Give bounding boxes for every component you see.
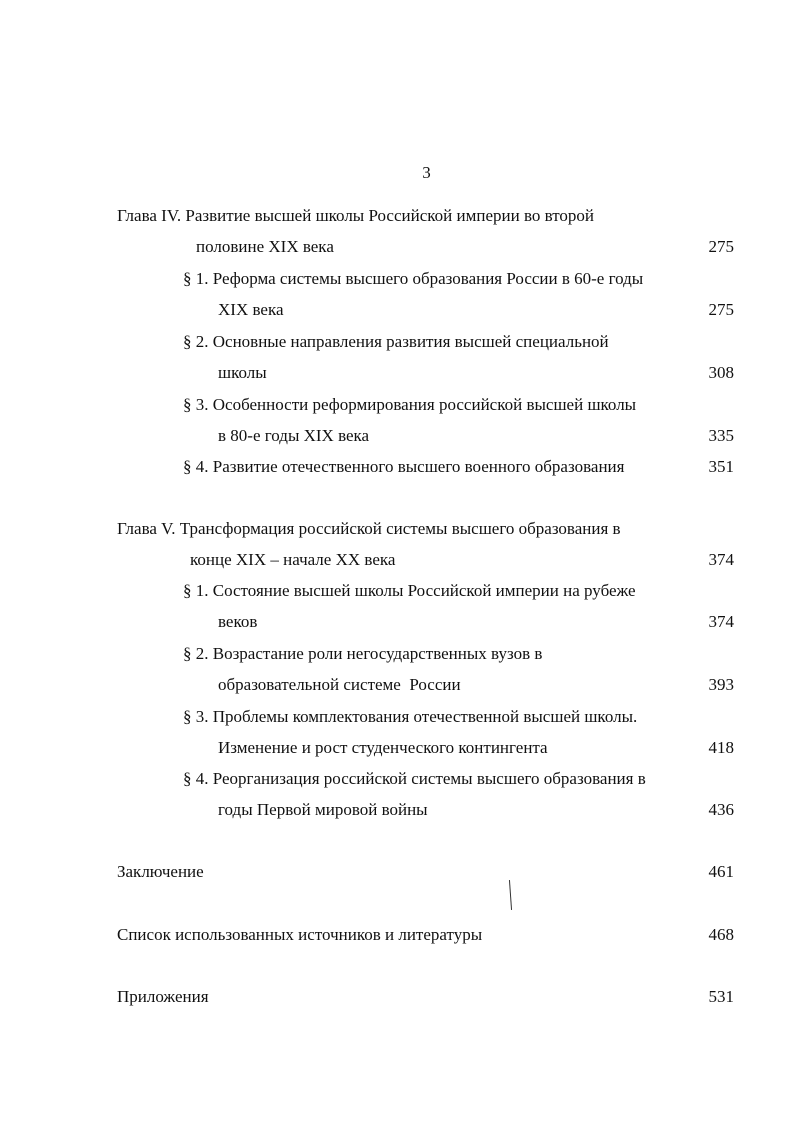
page-number: 3 <box>422 163 431 182</box>
toc-entry-5-2-cont: образовательной системе России <box>218 675 461 694</box>
toc-entry-4-3-cont: в 80-е годы XIX века <box>218 426 370 445</box>
toc-entry-5-4: § 4. Реорганизация российской системы высшего образования в <box>183 769 646 788</box>
toc-page-5-4: 436 <box>708 800 734 819</box>
toc-entry-5-2: § 2. Возрастание роли негосударственных вузов в <box>183 644 543 663</box>
toc-entry-5-4-cont: годы Первой мировой войны <box>218 800 428 819</box>
toc-entry-5-3-cont: Изменение и рост студенческого контингента <box>218 738 548 757</box>
toc-entry-5-3: § 3. Проблемы комплектования отечественной высшей школы. <box>183 707 638 726</box>
toc-page-5-1: 374 <box>708 612 734 631</box>
toc-page-appendices: 531 <box>708 987 734 1006</box>
toc-entry-4-2: § 2. Основные направления развития высшей специальной <box>183 332 609 351</box>
toc-page-5-3: 418 <box>708 738 734 757</box>
scan-artifact-mark <box>509 880 512 910</box>
toc-page-4-1: 275 <box>708 300 734 319</box>
toc-entry-5-1-cont: веков <box>218 612 258 631</box>
toc-entry-4-2-cont: школы <box>218 363 267 382</box>
toc-entry-appendices: Приложения <box>117 987 209 1006</box>
toc-entry-4-1: § 1. Реформа системы высшего образования России в 60-е годы <box>183 269 644 288</box>
toc-entry-chapter-4-title: Глава IV. Развитие высшей школы Российской империи во второй <box>117 206 595 225</box>
toc-entry-4-3: § 3. Особенности реформирования российской высшей школы <box>183 395 637 414</box>
toc-entry-chapter-5-title: Глава V. Трансформация российской системы высшего образования в <box>117 519 621 538</box>
toc-entry-conclusion: Заключение <box>117 862 204 881</box>
toc-entry-chapter-4-title-cont: половине XIX века <box>196 237 334 256</box>
toc-page-5-2: 393 <box>708 675 734 694</box>
toc-page-conclusion: 461 <box>708 862 734 881</box>
toc-entry-5-1: § 1. Состояние высшей школы Российской империи на рубеже <box>183 581 636 600</box>
toc-entry-bibliography: Список использованных источников и литературы <box>117 925 483 944</box>
toc-entry-4-1-cont: XIX века <box>218 300 284 319</box>
toc-page-4-2: 308 <box>708 363 734 382</box>
toc-page-chapter-4: 275 <box>708 237 734 256</box>
toc-page-4-3: 335 <box>708 426 734 445</box>
toc-page-bibliography: 468 <box>708 925 734 944</box>
toc-entry-chapter-5-title-cont: конце XIX – начале XX века <box>190 550 396 569</box>
toc-page-4-4: 351 <box>708 457 734 476</box>
toc-page-chapter-5: 374 <box>708 550 734 569</box>
toc-entry-4-4: § 4. Развитие отечественного высшего военного образования <box>183 457 625 476</box>
